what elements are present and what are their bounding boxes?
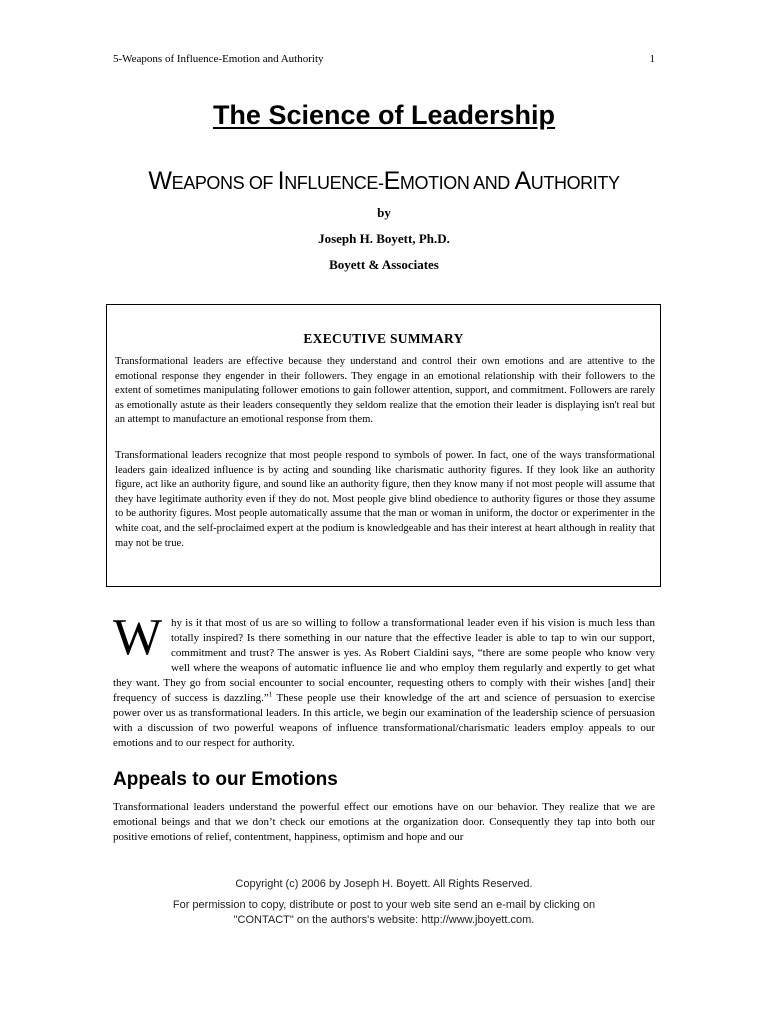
author-name: Joseph H. Boyett, Ph.D. — [318, 231, 450, 246]
document-title: The Science of Leadership — [212, 100, 556, 130]
byline-by: by — [377, 205, 391, 220]
summary-paragraph: Transformational leaders recognize that most people respond to symbols of power. In fact, one of the ways transformational leaders gain idealized influence is by acting and sounding like charismatic authority figures. If they look like an authority figure, act like an authority figure, and sound like an authority figure, then they know many if not most people will assume that they have legitimate authority even if they do not. Most people give blind obedience to authority figures or those they assume to be authority figures. Most people automatically assume that the man or woman in uniform, the doctor or experimenter in the white coat, and the self-proclaimed expert at the podium is knowledgeable and has their interest at heart although in reality that may not be true. — [115, 450, 655, 549]
subtitle-rest: UTHORITY — [530, 173, 620, 193]
subtitle-rest: MOTION AND — [399, 173, 515, 193]
subtitle-cap: E — [383, 167, 400, 195]
permission-notice: For permission to copy, distribute or post to your web site send an e-mail by clicking on — [172, 899, 596, 911]
executive-summary-heading: EXECUTIVE SUMMARY — [303, 331, 464, 346]
subtitle-cap: A — [514, 167, 531, 195]
author-organization: Boyett & Associates — [329, 257, 439, 272]
subtitle-cap: I — [277, 167, 285, 195]
permission-notice-continued: "CONTACT" on the authors's website: http://www.jboyett.com. — [233, 914, 535, 926]
subtitle-rest: EAPONS OF — [171, 173, 278, 193]
drop-cap: W — [113, 609, 163, 666]
section-paragraph: Transformational leaders understand the powerful effect our emotions have on our behavior. They realize that we are emotional beings and that we don’t check our emotions at the organization door. Consequently they tap into both our positive emotions of relief, contentment, happiness, optimism and hope and our — [113, 801, 655, 843]
copyright-notice: Copyright (c) 2006 by Joseph H. Boyett. All Rights Reserved. — [235, 878, 533, 890]
intro-text-continued: These people use their knowledge of the art and science of persuasion to exercise power over us as transformational leaders. In this article, we begin our examination of the leadership science of persuasion with a discussion of two powerful weapons of influence transformational/charismatic leaders employ appeals to our emotions and to our respect for authority. — [113, 692, 655, 749]
page-number: 1 — [649, 53, 655, 65]
footnote-reference: 1 — [268, 690, 273, 699]
running-title: 5-Weapons of Influence-Emotion and Authority — [113, 53, 324, 65]
subtitle-rest: NFLUENCE- — [284, 173, 384, 193]
intro-text: hy is it that most of us are so willing to follow a transformational leader even if his vision is much less than totally inspired? Is there something in our nature that the effective leader is able to tap to win our support, commitment and trust? The answer is yes. As Robert Cialdini says, “there are some people who know very well where the weapons of automatic influence lie and who employ them regularly and expertly to get what they want. They go from social encounter to social encounter, requesting others to comply with their wishes [and] their frequency of success is dazzling.” — [113, 617, 655, 704]
executive-summary-box — [106, 304, 661, 587]
summary-paragraph: Transformational leaders are effective because they understand and control their own emotions and are attentive to the emotional response they engender in their followers. They engage in an emotional relationship with their followers to the extent of sometimes manipulating follower emotions to gain follower attention, support, and commitment. Followers are rarely as emotionally astute as their leaders consequently they seldom realize that the emotion their leader is displaying isn't real but an attempt to manufacture an emotional response from them. — [115, 356, 655, 426]
intro-paragraph — [113, 609, 655, 751]
subtitle-cap: W — [148, 167, 172, 195]
section-heading: Appeals to our Emotions — [113, 769, 338, 790]
article-subtitle — [0, 166, 768, 198]
